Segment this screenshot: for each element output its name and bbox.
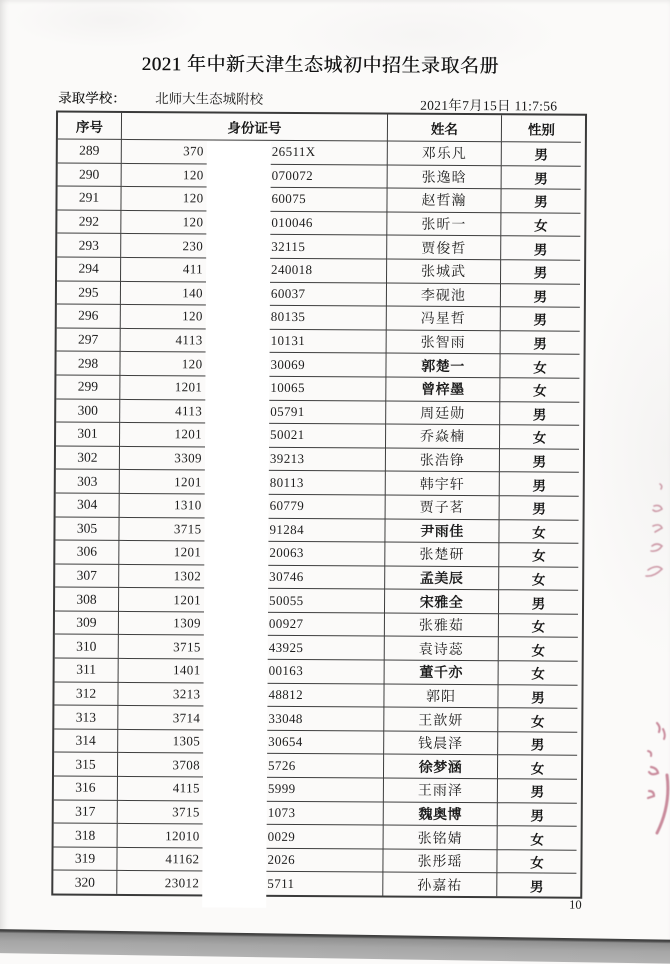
- header-serial: 序号: [58, 113, 122, 139]
- table-row: [57, 186, 584, 213]
- id-prefix: 3213: [172, 686, 201, 702]
- serial-number-cell: 292: [57, 209, 121, 233]
- serial-number-cell: 311: [55, 658, 119, 682]
- table-row: [56, 469, 583, 496]
- student-name-cell: 钱晨泽: [384, 730, 498, 754]
- table-row: [58, 139, 585, 166]
- table-row: [55, 658, 582, 685]
- id-suffix: 10131: [270, 332, 306, 349]
- gender-cell: 女: [500, 424, 579, 448]
- table-row: [55, 610, 582, 637]
- table-row: [54, 799, 581, 826]
- school-name: 北师大生态城附校: [155, 91, 264, 107]
- id-prefix: 1201: [173, 544, 202, 560]
- id-suffix: 33048: [268, 710, 303, 726]
- student-name-cell: 魏奥博: [384, 801, 498, 825]
- student-name-cell: 张城武: [387, 259, 501, 283]
- id-suffix: 30069: [270, 356, 306, 372]
- table-row: [56, 492, 583, 519]
- serial-number-cell: 310: [55, 634, 119, 658]
- id-prefix: 230: [182, 237, 204, 254]
- table-row: [54, 823, 581, 850]
- id-suffix: 1073: [267, 804, 296, 820]
- id-prefix: 4113: [175, 332, 203, 348]
- gender-cell: 男: [498, 731, 577, 755]
- id-prefix: 23012: [164, 874, 200, 891]
- table-row: [55, 587, 582, 614]
- serial-number-cell: 300: [56, 398, 120, 422]
- gender-cell: 女: [501, 212, 580, 236]
- id-prefix: 3715: [173, 639, 201, 655]
- id-suffix: 2026: [267, 851, 296, 868]
- table-row: [57, 256, 584, 283]
- table-row: [57, 233, 584, 260]
- serial-number-cell: 317: [54, 799, 118, 823]
- serial-number-cell: 302: [56, 445, 120, 469]
- id-suffix: 010046: [271, 214, 313, 231]
- gender-cell: 男: [501, 306, 580, 330]
- id-prefix: 120: [182, 190, 204, 206]
- id-suffix: 5999: [267, 781, 296, 797]
- student-name-cell: 董千亦: [385, 660, 499, 684]
- serial-number-cell: 307: [55, 563, 119, 587]
- id-suffix: 00927: [268, 615, 304, 632]
- id-suffix: 00163: [268, 663, 304, 679]
- page-title: 2021 年中新天津生态城初中招生录取名册: [141, 54, 500, 78]
- id-suffix: 43925: [268, 639, 304, 655]
- id-suffix: 20063: [269, 545, 304, 561]
- gender-cell: 女: [499, 637, 578, 661]
- table-row: [54, 681, 581, 708]
- student-name-cell: 张铭婧: [384, 825, 498, 849]
- student-name-cell: 孙嘉祐: [383, 872, 497, 896]
- student-name-cell: 曾梓墨: [386, 376, 500, 400]
- gender-cell: 男: [502, 141, 581, 165]
- gender-cell: 男: [499, 590, 578, 614]
- id-prefix: 1309: [173, 615, 201, 631]
- gender-cell: 女: [500, 377, 579, 401]
- table-row: [56, 422, 583, 449]
- student-name-cell: 邓乐凡: [388, 141, 502, 165]
- table-body: [53, 139, 585, 897]
- serial-number-cell: 295: [57, 280, 121, 304]
- gender-cell: 男: [497, 873, 576, 897]
- id-suffix: 80113: [269, 474, 304, 490]
- header-name: 姓名: [388, 115, 502, 142]
- student-name-cell: 贾俊哲: [387, 235, 501, 259]
- id-prefix: 4115: [172, 780, 200, 796]
- id-suffix: 05791: [270, 403, 305, 419]
- id-prefix: 3715: [172, 804, 200, 820]
- id-prefix: 1310: [173, 497, 202, 513]
- student-name-cell: 郭楚一: [386, 353, 500, 377]
- id-prefix: 1201: [174, 473, 202, 490]
- id-prefix: 4113: [175, 403, 203, 419]
- id-prefix: 3714: [172, 709, 201, 725]
- table-row: [56, 398, 583, 425]
- serial-number-cell: 294: [57, 256, 121, 280]
- id-suffix: 60779: [269, 498, 305, 514]
- student-name-cell: 徐梦涵: [384, 754, 498, 778]
- gender-cell: 女: [499, 613, 578, 637]
- student-name-cell: 李砚池: [387, 282, 501, 306]
- gender-cell: 男: [500, 401, 579, 425]
- gender-cell: 男: [501, 259, 580, 283]
- header-id-number: 身份证号: [122, 113, 388, 141]
- serial-number-cell: 316: [54, 776, 118, 800]
- id-prefix: 1302: [173, 568, 202, 584]
- gender-cell: 女: [500, 354, 579, 378]
- serial-number-cell: 291: [57, 186, 121, 210]
- id-suffix: 39213: [269, 450, 305, 467]
- student-name-cell: 张楚研: [385, 542, 499, 566]
- id-redaction-band: [202, 141, 271, 907]
- id-prefix: 140: [182, 285, 203, 301]
- serial-number-cell: 309: [55, 610, 119, 634]
- table-row: [54, 776, 581, 803]
- id-prefix: 1201: [174, 379, 203, 395]
- gender-cell: 女: [497, 849, 576, 873]
- gender-cell: 男: [501, 330, 580, 354]
- id-prefix: 120: [182, 167, 204, 183]
- serial-number-cell: 299: [56, 374, 120, 398]
- id-suffix: 10065: [270, 380, 305, 396]
- id-prefix: 1201: [174, 426, 203, 442]
- student-name-cell: 宋雅全: [385, 589, 499, 613]
- id-suffix: 50021: [270, 427, 305, 443]
- id-suffix: 91284: [269, 521, 305, 537]
- id-suffix: 30746: [269, 568, 304, 585]
- serial-number-cell: 315: [54, 752, 118, 776]
- id-suffix: 30654: [268, 733, 303, 750]
- id-suffix: 48812: [268, 686, 304, 702]
- student-name-cell: 冯星哲: [387, 306, 501, 330]
- serial-number-cell: 314: [54, 728, 118, 752]
- id-prefix: 12010: [165, 827, 200, 843]
- header-gender: 性别: [527, 122, 555, 138]
- gender-cell: 男: [498, 684, 577, 708]
- table-row: [58, 162, 585, 189]
- id-suffix: 5726: [268, 757, 296, 773]
- id-suffix: 60075: [271, 191, 307, 207]
- id-prefix: 3309: [174, 450, 202, 466]
- school-label: 录取学校：: [58, 90, 126, 106]
- table-row: [55, 563, 582, 590]
- id-prefix: 370: [183, 143, 204, 159]
- student-name-cell: 王雨泽: [384, 778, 498, 802]
- gender-cell: 男: [500, 448, 579, 472]
- serial-number-cell: 289: [58, 139, 122, 163]
- id-suffix: 26511X: [271, 144, 316, 160]
- student-name-cell: 尹雨佳: [385, 518, 499, 542]
- id-suffix: 32115: [271, 238, 306, 254]
- id-suffix: 5711: [267, 875, 295, 891]
- serial-number-cell: 304: [56, 492, 120, 516]
- gender-cell: 男: [498, 802, 577, 826]
- gender-cell: 女: [498, 707, 577, 731]
- gender-cell: 女: [498, 825, 577, 849]
- serial-number-cell: 319: [53, 846, 117, 870]
- page-number: 10: [569, 897, 582, 912]
- gender-cell: 男: [498, 778, 577, 802]
- table-row: [57, 304, 584, 331]
- table-row: [55, 634, 582, 661]
- table-row: [54, 752, 581, 779]
- student-name-cell: 周廷勋: [386, 400, 500, 424]
- table-row: [53, 870, 580, 897]
- serial-number-cell: 320: [53, 870, 117, 894]
- id-suffix: 070072: [271, 167, 314, 183]
- table-row: [56, 351, 583, 378]
- id-prefix: 3715: [173, 521, 202, 537]
- student-name-cell: 张昕一: [387, 211, 501, 235]
- id-prefix: 120: [182, 308, 203, 324]
- id-suffix: 50055: [269, 592, 304, 608]
- table-row: [57, 327, 584, 354]
- table-header-row: [58, 113, 585, 142]
- id-prefix: 1201: [173, 591, 202, 607]
- student-name-cell: 张逸晗: [388, 164, 502, 188]
- student-name-cell: 韩宇轩: [386, 471, 500, 495]
- serial-number-cell: 313: [54, 705, 118, 729]
- gender-cell: 男: [501, 283, 580, 307]
- serial-number-cell: 296: [57, 304, 121, 328]
- student-name-cell: 袁诗蕊: [385, 636, 499, 660]
- serial-number-cell: 290: [58, 162, 122, 186]
- serial-number-cell: 308: [55, 587, 119, 611]
- serial-number-cell: 306: [55, 540, 119, 564]
- gender-cell: 女: [499, 542, 578, 566]
- student-name-cell: 贾子茗: [386, 494, 500, 518]
- table-row: [57, 280, 584, 307]
- student-name-cell: 乔焱楠: [386, 424, 500, 448]
- id-suffix: 240018: [271, 262, 313, 278]
- id-prefix: 3708: [172, 756, 201, 773]
- table-row: [56, 445, 583, 472]
- student-name-cell: 张彤瑶: [383, 848, 497, 872]
- gender-cell: 男: [501, 188, 580, 212]
- id-prefix: 120: [182, 214, 204, 230]
- student-name-cell: 孟美辰: [385, 565, 499, 589]
- table-row: [53, 846, 580, 873]
- table-row: [55, 516, 582, 543]
- id-prefix: 1401: [172, 662, 201, 678]
- serial-number-cell: 318: [54, 823, 118, 847]
- gender-cell: 男: [501, 236, 580, 260]
- gender-cell: 男: [500, 495, 579, 519]
- gender-cell: 男: [500, 472, 579, 496]
- serial-number-cell: 312: [54, 681, 118, 705]
- id-suffix: 80135: [270, 309, 306, 325]
- admission-table: [51, 111, 587, 899]
- gender-cell: 男: [502, 165, 581, 189]
- student-name-cell: 张浩铮: [386, 447, 500, 471]
- serial-number-cell: 301: [56, 422, 120, 446]
- student-name-cell: 王歆妍: [384, 707, 498, 731]
- student-name-cell: 赵哲瀚: [387, 188, 501, 212]
- serial-number-cell: 298: [56, 351, 120, 375]
- gender-cell: 女: [498, 755, 577, 779]
- serial-number-cell: 305: [55, 516, 119, 540]
- gender-cell: 女: [499, 660, 578, 684]
- serial-number-cell: 293: [57, 233, 121, 257]
- id-prefix: 41162: [165, 851, 200, 867]
- id-suffix: 60037: [270, 285, 306, 301]
- id-prefix: 1305: [172, 733, 201, 749]
- id-prefix: 411: [182, 261, 204, 277]
- gender-cell: 女: [499, 519, 578, 543]
- student-name-cell: 张雅茹: [385, 612, 499, 636]
- table-row: [54, 728, 581, 755]
- gender-cell: 女: [499, 566, 578, 590]
- table-row: [56, 374, 583, 401]
- student-name-cell: 郭阳: [384, 683, 498, 707]
- table-row: [57, 209, 584, 236]
- table-row: [55, 540, 582, 567]
- table-row: [54, 705, 581, 732]
- student-name-cell: 张智雨: [387, 329, 501, 353]
- id-prefix: 120: [181, 355, 203, 372]
- print-datetime: 2021年7月15日 11:7:56: [420, 97, 558, 114]
- serial-number-cell: 303: [56, 469, 120, 493]
- id-suffix: 0029: [267, 828, 296, 844]
- serial-number-cell: 297: [57, 327, 121, 351]
